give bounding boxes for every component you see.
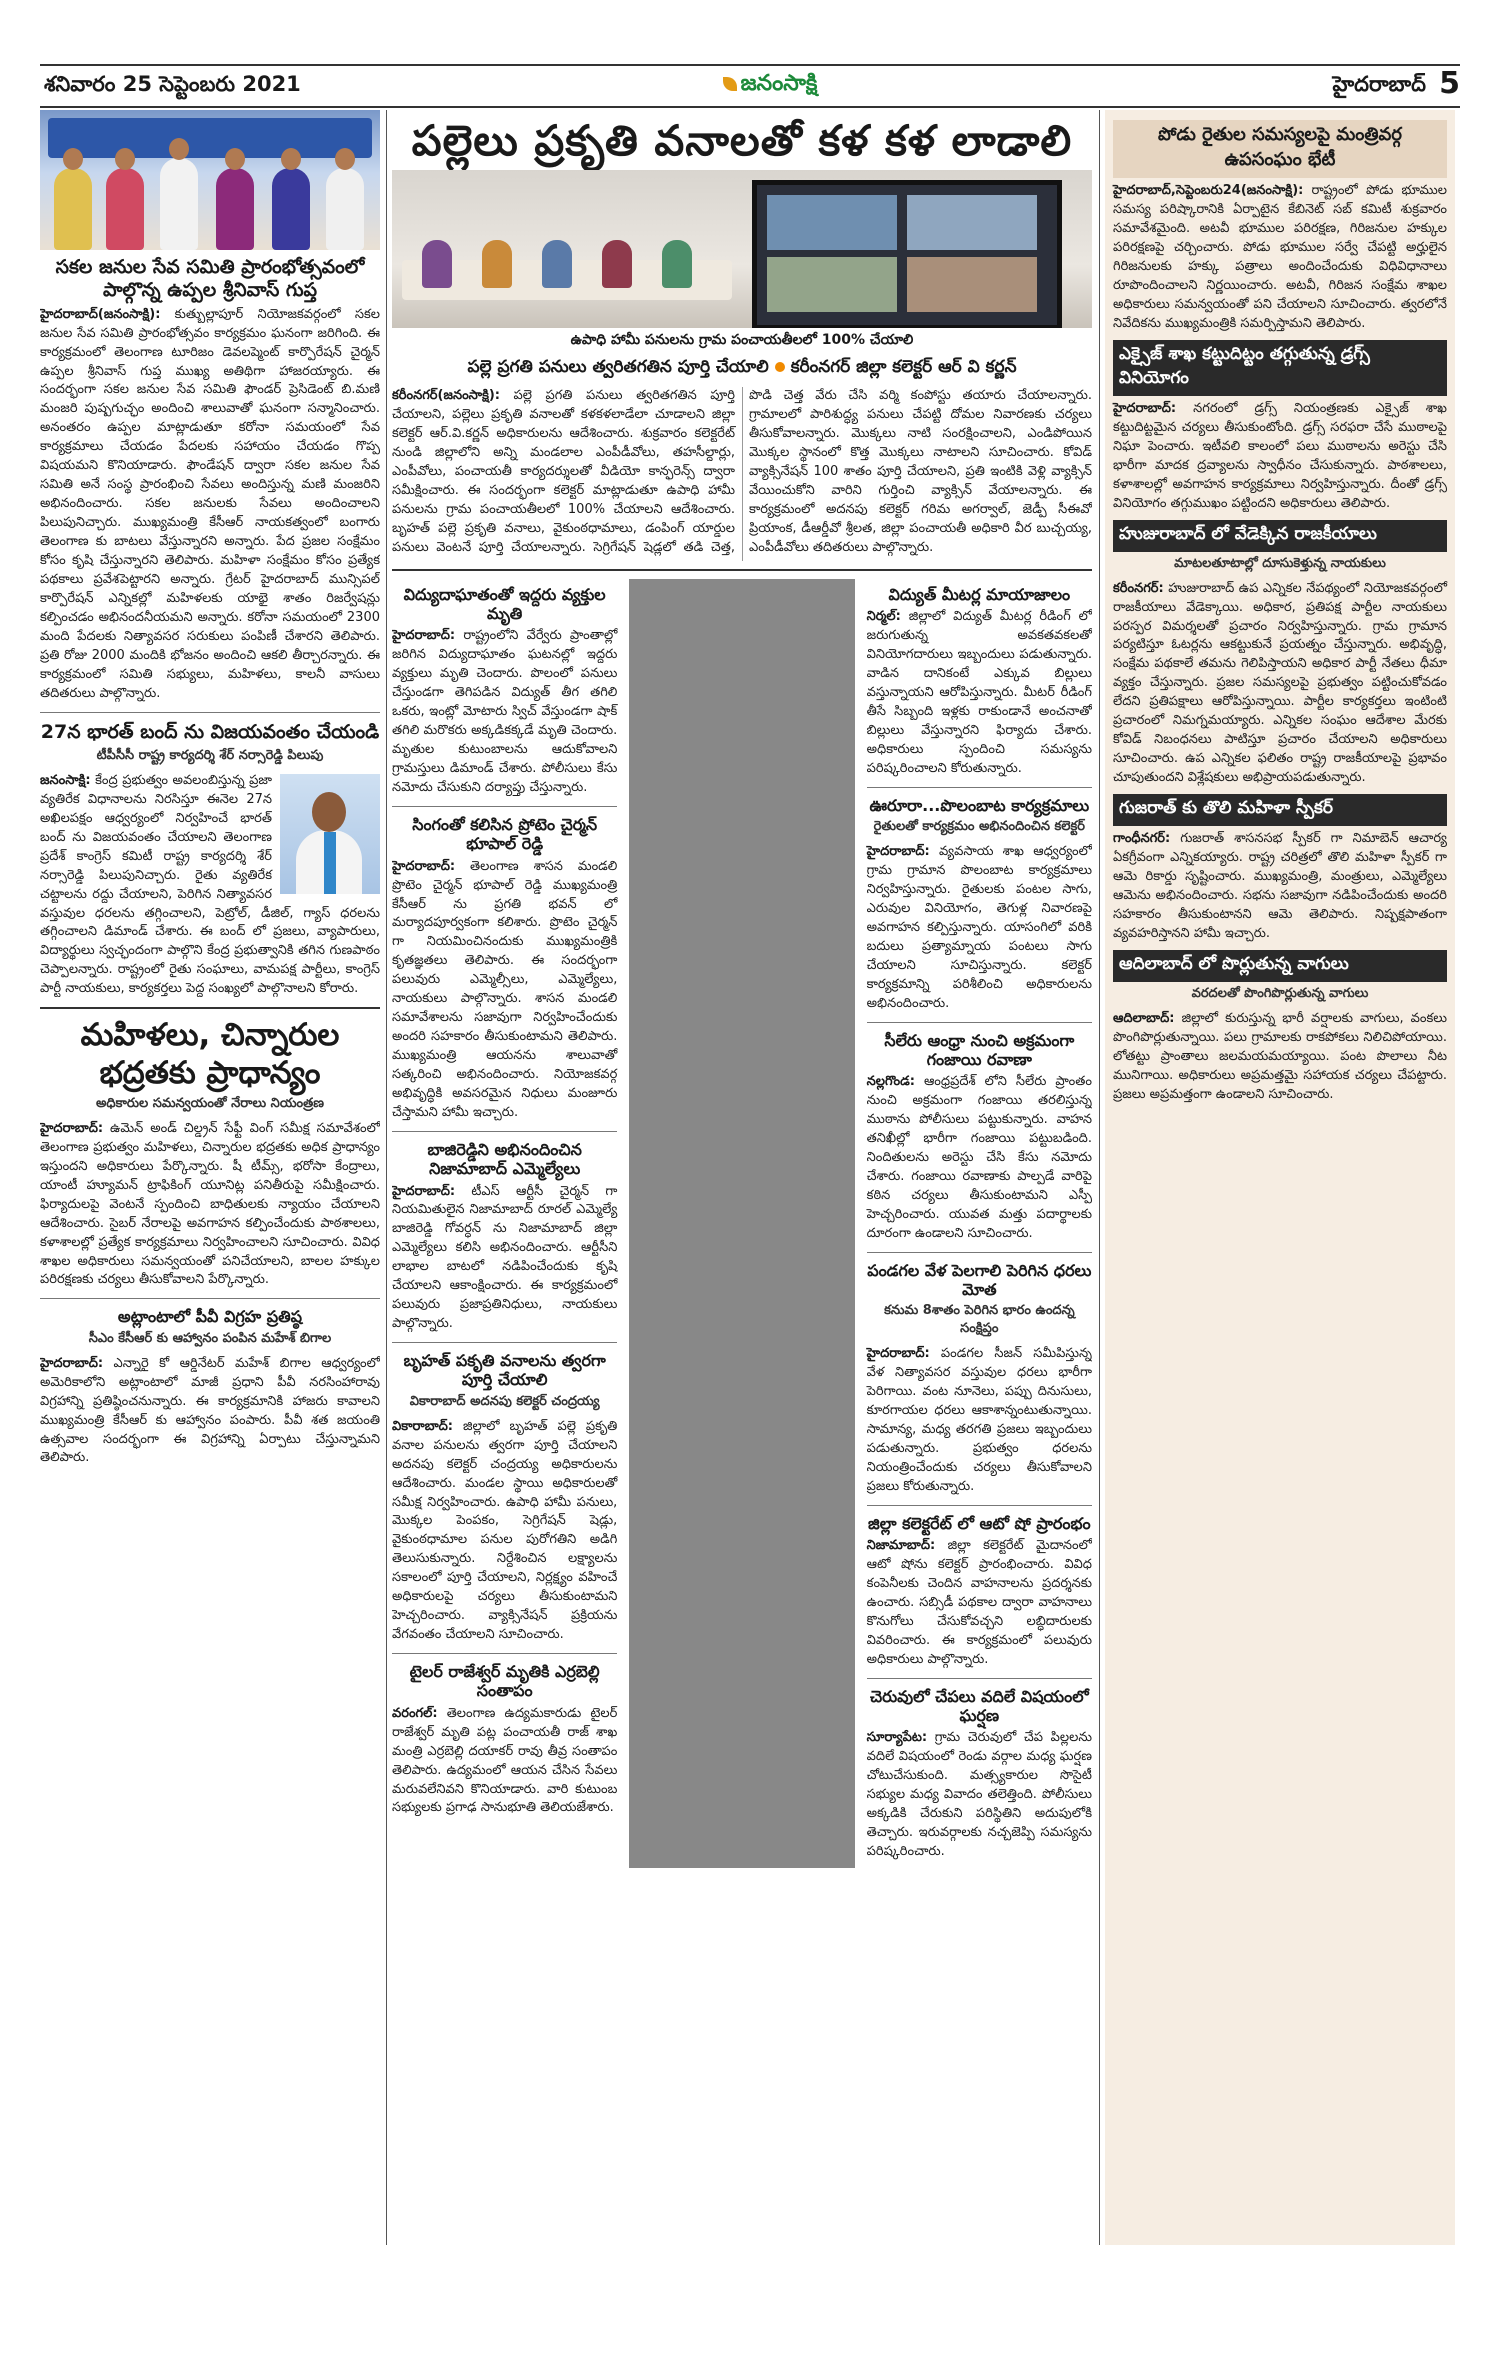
photo-caption: ఉపాధి హామీ పనులను గ్రామ పంచాయతీలలో 100% చేయాలి bbox=[570, 332, 914, 349]
story-text: జిల్లా కలెక్టరేట్ మైదానంలో ఆటో షోను కలెక్టర్ ప్రారంభించారు. వివిధ కంపెనీలకు చెందిన వాహనాలను ప్రదర్శనకు ఉంచారు. సబ్సిడీ పథకాల ద్వారా వాహనాలు కొనుగోలు చేసుకోవచ్చని లబ్ధిదారులకు వివరించారు. ఈ కార్యక్రమంలో పలువురు అధికారులు పాల్గొన్నారు. bbox=[866, 1538, 1092, 1668]
portrait-photo bbox=[280, 774, 380, 894]
person-figure bbox=[54, 168, 92, 250]
story-pv-statue bbox=[40, 1307, 380, 1468]
divider bbox=[392, 1342, 617, 1343]
masthead bbox=[40, 64, 1460, 108]
story-sakala-janula bbox=[40, 256, 380, 704]
divider bbox=[867, 787, 1092, 788]
story-dateline: ఆదిలాబాద్: bbox=[1113, 1011, 1175, 1027]
event-photo bbox=[40, 110, 380, 250]
story-headline: బృహత్ పకృతి వనాలను త్వరగా పూర్తి చేయాలి bbox=[403, 1351, 606, 1390]
story-huzurabad-politics bbox=[1113, 520, 1447, 789]
story-text: రాష్ట్రంలో పోడు భూముల సమస్య పరిష్కారానికి ఏర్పాటైన కేబినెట్ సబ్ కమిటీ శుక్రవారం సమావేశమైంది. అటవీ భూముల పరిరక్షణ, గిరిజనుల హక్కుల పరిరక్షణపై చర్చించారు. పోడు భూముల సర్వే చేపట్టి అర్హులైన గిరిజనులకు హక్కు పత్రాలు అందించేందుకు విధివిధానాలు రూపొందించాలని నిర్ణయించారు. అటవీ, గిరిజన సంక్షేమ శాఖల అధికారులు సమన్వయంతో పని చేయాలని సూచించారు. త్వరలోనే నివేదికను ముఖ్యమంత్రికి సమర్పిస్తామని తెలిపారు. bbox=[1113, 183, 1447, 331]
story-women-children-safety bbox=[40, 1017, 380, 1290]
right-column-inner bbox=[1105, 110, 1455, 1115]
story-dateline: సూర్యాపేట: bbox=[866, 1730, 928, 1746]
story-dateline: నల్లగొండ: bbox=[866, 1074, 915, 1090]
meeting-photo bbox=[392, 170, 1092, 328]
story-text: ఉమెన్ అండ్ చిల్డ్రన్ సేఫ్టీ వింగ్ సమీక్ష సమావేశంలో తెలంగాణ ప్రభుత్వం మహిళలు, చిన్నారుల భద్రతకు అధిక ప్రాధాన్యం ఇస్తుందని అధికారులు పేర్కొన్నారు. షీ టీమ్స్, భరోసా కేంద్రాలు, యాంటీ హ్యూమన్ ట్రాఫికింగ్ యూనిట్ల పనితీరుపై సమీక్షించారు. ఫిర్యాదులపై వెంటనే స్పందించి బాధితులకు న్యాయం చేయాలని ఆదేశించారు. సైబర్ నేరాలపై అవగాహన కల్పించేందుకు పాఠశాలలు, కళాశాలల్లో ప్రత్యేక కార్యక్రమాలు నిర్వహించాలని సూచించారు. వివిధ శాఖల అధికారులు సమన్వయంతో పనిచేయాలని, బాలల హక్కుల పరిరక్షణకు చర్యలు తీసుకోవాలని పేర్కొన్నారు. bbox=[40, 1120, 380, 1288]
person-head bbox=[225, 148, 245, 170]
story-text: తెలంగాణ ఉద్యమకారుడు టైలర్ రాజేశ్వర్ మృతి పట్ల పంచాయతీ రాజ్ శాఖ మంత్రి ఎర్రబెల్లి దయాకర్ రావు తీవ్ర సంతాపం తెలిపారు. ఉద్యమంలో ఆయన చేసిన సేవలు మరువలేనివని కొనియాడారు. వారి కుటుంబ సభ్యులకు ప్రగాఢ సానుభూతి తెలియజేశారు. bbox=[392, 1705, 618, 1816]
person-head bbox=[63, 148, 83, 170]
story-dateline: హైదరాబాద్(జనంసాక్షి): bbox=[40, 306, 161, 322]
story-body bbox=[867, 1073, 1092, 1244]
video-tile bbox=[907, 195, 1037, 250]
person-head bbox=[169, 138, 189, 160]
story-body bbox=[1113, 580, 1447, 789]
bullet-dot-icon bbox=[775, 362, 785, 372]
story-body bbox=[867, 1537, 1092, 1670]
story-subhead: వరదలతో పొంగిపొర్లుతున్న వాగులు bbox=[1191, 986, 1369, 1002]
lead-subhead-left: పల్లె ప్రగతి పనులు త్వరితగతిన పూర్తి చేయాలి bbox=[467, 357, 769, 378]
story-dateline: హైదరాబాద్: bbox=[392, 628, 456, 644]
story-headline: పోడు రైతుల సమస్యలపై మంత్రివర్గ ఉపసంఘం భేటీ bbox=[1113, 120, 1447, 178]
lead-headline: పల్లెలు ప్రకృతి వనాలతో కళ కళ లాడాలి bbox=[411, 116, 1073, 165]
divider bbox=[392, 569, 1092, 571]
logo-text: జనంసాక్షి bbox=[740, 71, 818, 96]
story-headline: పండగల వేళ పెలగాలి పెరిగిన ధరలు మోత bbox=[867, 1261, 1092, 1300]
story-text: టీఎస్ ఆర్టీసీ చైర్మన్ గా నియమితులైన నిజామాబాద్ రూరల్ ఎమ్మెల్యే బాజిరెడ్డి గోవర్ధన్ ను నిజామాబాద్ జిల్లా ఎమ్మెల్యేలు కలిసి అభినందించారు. ఆర్టీసీని లాభాల బాటలో నడిపించేందుకు కృషి చేయాలని ఆకాంక్షించారు. ఈ కార్యక్రమంలో పలువురు ప్రజాప్రతినిధులు, నాయకులు పాల్గొన్నారు. bbox=[392, 1183, 618, 1332]
middle-left-subcolumn bbox=[392, 579, 617, 1868]
story-headline: గుజరాత్ కు తొలి మహిళా స్పీకర్ bbox=[1113, 794, 1447, 826]
story-headline: విద్యుదాఘాతంతో ఇద్దరు వ్యక్తుల మృతి bbox=[403, 585, 606, 624]
story-text: కేంద్ర ప్రభుత్వం అవలంబిస్తున్న ప్రజా వ్యతిరేక విధానాలను నిరసిస్తూ ఈనెల 27న అఖిలపక్షం ఆధ్వర్యంలో నిర్వహించే భారత్ బంద్ ను విజయవంతం చేయాలని తెలంగాణ ప్రదేశ్ కాంగ్రెస్ కమిటీ రాష్ట్ర కార్యదర్శి శేర్ నర్సారెడ్డి పిలుపునిచ్చారు. రైతు వ్యతిరేక చట్టాలను రద్దు చేయాలని, పెరిగిన నిత్యావసర వస్తువుల ధరలను తగ్గించాలని, పెట్రోల్, డీజిల్, గ్యాస్ ధరలను తగ్గించాలని డిమాండ్ చేశారు. ఈ బంద్ లో ప్రజలు, వ్యాపారులు, విద్యార్థులు స్వచ్ఛందంగా పాల్గొని కేంద్ర ప్రభుత్వానికి తగిన గుణపాఠం చెప్పాలన్నారు. రాష్ట్రంలో రైతు సంఘాలు, వామపక్ష పార్టీలు, కాంగ్రెస్ పార్టీ నాయకులు, కార్యకర్తలు పెద్ద సంఖ్యలో పాల్గొనాలని కోరారు. bbox=[40, 772, 380, 997]
divider bbox=[867, 1022, 1092, 1023]
attendee-figure bbox=[482, 240, 512, 288]
right-column bbox=[1105, 110, 1455, 2245]
story-body bbox=[1113, 400, 1447, 514]
story-bajireddy bbox=[392, 1140, 617, 1334]
story-text: రాష్ట్రంలోని వేర్వేరు ప్రాంతాల్లో జరిగిన విద్యుదాఘాతం ఘటనల్లో ఇద్దరు వ్యక్తులు మృతి చెందారు. పొలంలో పనులు చేస్తుండగా తెగిపడిన విద్యుత్ తీగ తగిలి ఒకరు, ఇంట్లో మోటారు స్విచ్ వేస్తుండగా షాక్ తగిలి మరొకరు అక్కడికక్కడే మృతి చెందారు. మృతుల కుటుంబాలను ఆదుకోవాలని గ్రామస్తులు డిమాండ్ చేశారు. పోలీసులు కేసు నమోదు చేసుకుని దర్యాప్తు చేస్తున్నారు. bbox=[392, 628, 618, 796]
story-body bbox=[40, 1355, 380, 1469]
story-subhead: అధికారుల సమన్వయంతో నేరాలు నియంత్రణ bbox=[96, 1095, 324, 1111]
story-bharat-bandh bbox=[40, 721, 380, 999]
story-text: నగరంలో డ్రగ్స్ నియంత్రణకు ఎక్సైజ్ శాఖ కట్టుదిట్టమైన చర్యలు తీసుకుంటోంది. డ్రగ్స్ సరఫరా చేసే ముఠాలపై నిఘా పెంచారు. ఇటీవలి కాలంలో పలు ముఠాలను అరెస్టు చేసి భారీగా మాదక ద్రవ్యాలను స్వాధీనం చేసుకున్నారు. పాఠశాలలు, కళాశాలల్లో అవగాహన కార్యక్రమాలు నిర్వహిస్తున్నారు. దీంతో డ్రగ్స్ వినియోగం తగ్గుముఖం పట్టిందని అధికారులు తెలిపారు. bbox=[1113, 400, 1447, 511]
story-headline: అట్లాంటాలో పీవీ విగ్రహ ప్రతిష్ఠ bbox=[117, 1307, 303, 1327]
divider bbox=[40, 712, 380, 713]
divider bbox=[392, 806, 617, 807]
story-text: ఎన్నారై కో ఆర్డినేటర్ మహేశ్ బిగాల ఆధ్వర్యంలో అమెరికాలోని అట్లాంటాలో మాజీ ప్రధాని పీవీ నరసింహారావు విగ్రహాన్ని ప్రతిష్ఠించనున్నారు. ఈ కార్యక్రమానికి హాజరు కావాలని ముఖ్యమంత్రి కేసీఆర్ కు ఆహ్వానం పంపారు. పీవీ శత జయంతి ఉత్సవాల సందర్భంగా ఈ విగ్రహాన్ని ఏర్పాటు చేస్తున్నామని తెలిపారు. bbox=[40, 1355, 380, 1466]
story-dateline: హైదరాబాద్,సెప్టెంబరు24(జనంసాక్షి): bbox=[1113, 183, 1304, 198]
story-headline: చెరువులో చేపలు వదిలే విషయంలో ఘర్షణ bbox=[869, 1687, 1089, 1726]
story-body bbox=[392, 1418, 617, 1646]
issue-date: శనివారం 25 సెప్టెంబరు 2021 bbox=[44, 72, 301, 96]
story-headline: సీలేరు ఆంధ్రా నుంచి అక్రమంగా గంజాయి రవాణా bbox=[884, 1030, 1075, 1070]
story-body bbox=[392, 387, 1092, 561]
story-body bbox=[867, 843, 1092, 1014]
story-dateline: హైదరాబాద్: bbox=[392, 858, 456, 874]
story-subhead: మాటలతూటాల్లో దూసుకెళ్తున్న నాయకులు bbox=[1174, 555, 1386, 571]
story-dateline: హైదరాబాద్: bbox=[40, 1355, 104, 1371]
story-text: జిల్లాలో బృహత్ పల్లె ప్రకృతి వనాల పనులను త్వరగా పూర్తి చేయాలని అదనపు కలెక్టర్ చంద్రయ్య అధికారులను ఆదేశించారు. మండల స్థాయి అధికారులతో సమీక్ష నిర్వహించారు. ఉపాధి హామీ పనులు, మొక్కల పెంపకం, సెగ్రిగేషన్ షెడ్లు, వైకుంఠధామాల పనుల పురోగతిని అడిగి తెలుసుకున్నారు. నిర్దేశించిన లక్ష్యాలను సకాలంలో పూర్తి చేయాలని, నిర్లక్ష్యం వహించే అధికారులపై చర్యలు తీసుకుంటామని హెచ్చరించారు. వ్యాక్సినేషన్ ప్రక్రియను వేగవంతం చేయాలని సూచించారు. bbox=[392, 1418, 618, 1643]
story-gujarat-speaker bbox=[1113, 794, 1447, 944]
story-dateline: కరీంనగర్: bbox=[1113, 580, 1164, 596]
attendee-figure bbox=[602, 240, 632, 288]
story-tailor-rajeshwar bbox=[392, 1662, 617, 1818]
story-headline: మహిళలు, చిన్నారుల భద్రతకు ప్రాధాన్యం bbox=[80, 1017, 340, 1091]
story-dateline: హైదరాబాద్: bbox=[1113, 400, 1177, 416]
edition-city: హైదరాబాద్ bbox=[1332, 72, 1426, 96]
story-text: పండగల సీజన్ సమీపిస్తున్న వేళ నిత్యావసర వస్తువుల ధరలు భారీగా పెరిగాయి. వంట నూనెలు, పప్పు దినుసులు, కూరగాయల ధరలు ఆకాశాన్నంటుతున్నాయి. సామాన్య, మధ్య తరగతి ప్రజలు ఇబ్బందులు పడుతున్నారు. ప్రభుత్వం ధరలను నియంత్రించేందుకు చర్యలు తీసుకోవాలని ప్రజలు కోరుతున్నారు. bbox=[866, 1346, 1092, 1495]
story-dateline: నిర్మల్: bbox=[866, 609, 901, 625]
page-number: 5 bbox=[1439, 66, 1460, 101]
story-body bbox=[1113, 182, 1447, 334]
attendee-figure bbox=[422, 240, 452, 288]
lead-subhead-right: కరీంనగర్ జిల్లా కలెక్టర్ ఆర్ వి కర్ణన్ bbox=[790, 357, 1017, 378]
story-text: జిల్లాలో కురుస్తున్న భారీ వర్షాలకు వాగులు, వంకలు పొంగిపొర్లుతున్నాయి. పలు గ్రామాలకు రాకపోకలు నిలిచిపోయాయి. లోతట్టు ప్రాంతాలు జలమయమయ్యాయి. పంట పొలాలు నీట మునిగాయి. అధికారులు అప్రమత్తమై సహాయక చర్యలు చేపట్టారు. ప్రజలు అప్రమత్తంగా ఉండాలని సూచించారు. bbox=[1113, 1011, 1447, 1102]
story-body bbox=[867, 608, 1092, 779]
story-body bbox=[867, 1729, 1092, 1862]
story-dateline: నిజామాబాద్: bbox=[866, 1538, 936, 1554]
divider bbox=[392, 1131, 617, 1132]
story-dateline: వికారాబాద్: bbox=[392, 1418, 454, 1434]
leaf-icon bbox=[723, 77, 737, 91]
divider bbox=[40, 1298, 380, 1299]
column-divider bbox=[629, 579, 854, 1868]
story-fish-clash bbox=[867, 1687, 1092, 1862]
story-protem-chairman bbox=[392, 815, 617, 1123]
story-dateline: హైదరాబాద్: bbox=[866, 844, 930, 860]
story-subhead: సీఎం కేసీఆర్ కు ఆహ్వానం పంపిన మహేశ్ బిగాల bbox=[88, 1330, 332, 1346]
story-headline: హుజురాబాద్ లో వేడెక్కిన రాజకీయాలు bbox=[1113, 520, 1447, 552]
lead-subhead bbox=[392, 357, 1092, 381]
divider bbox=[867, 1252, 1092, 1253]
story-dateline: హైదరాబాద్: bbox=[866, 1346, 930, 1362]
lead-story-body bbox=[392, 387, 1092, 561]
story-text: తెలంగాణ శాసన మండలి ప్రొటెం చైర్మన్ భూపాల్ రెడ్డి ముఖ్యమంత్రి కేసీఆర్ ను ప్రగతి భవన్ లో మర్యాదపూర్వకంగా కలిశారు. ప్రొటెం చైర్మన్ గా నియమించినందుకు ముఖ్యమంత్రికి కృతజ్ఞతలు తెలిపారు. ఈ సందర్భంగా పలువురు ఎమ్మెల్సీలు, ఎమ్మెల్యేలు, నాయకులు పాల్గొన్నారు. శాసన మండలి సమావేశాలను సజావుగా నిర్వహించేందుకు అందరి సహకారం తీసుకుంటామని తెలిపారు. ముఖ్యమంత్రి ఆయనను శాలువాతో సత్కరించి అభినందించారు. నియోజకవర్గ అభివృద్ధికి అవసరమైన నిధులు మంజూరు చేస్తామని హామీ ఇచ్చారు. bbox=[392, 858, 618, 1121]
story-subhead: టీపీసీసీ రాష్ట్ర కార్యదర్శి శేర్ నర్సారెడ్డి పిలుపు bbox=[96, 747, 324, 763]
story-electricity-meters bbox=[867, 585, 1092, 779]
attendee-figure bbox=[542, 240, 572, 288]
story-headline: జిల్లా కలెక్టరేట్ లో ఆటో షో ప్రారంభం bbox=[868, 1514, 1091, 1534]
divider bbox=[392, 1653, 617, 1654]
story-headline: ఆదిలాబాద్ లో పొర్లుతున్న వాగులు bbox=[1113, 950, 1447, 982]
story-subhead: వికారాబాద్ అదనపు కలెక్టర్ చంద్రయ్య bbox=[409, 1393, 600, 1409]
story-adilabad-streams bbox=[1113, 950, 1447, 1105]
left-column bbox=[40, 110, 380, 2245]
story-podu-lands bbox=[1113, 120, 1447, 334]
person-head bbox=[335, 148, 355, 170]
divider bbox=[867, 1505, 1092, 1506]
middle-stories-grid bbox=[392, 579, 1092, 1868]
story-body bbox=[392, 858, 617, 1124]
stage-banner bbox=[48, 118, 372, 158]
portrait-scarf bbox=[324, 832, 336, 894]
video-conference-screen bbox=[752, 180, 1062, 328]
story-body bbox=[392, 1183, 617, 1335]
column-divider bbox=[386, 110, 387, 2245]
column-divider bbox=[1099, 110, 1100, 2245]
story-ganja-smuggling bbox=[867, 1031, 1092, 1244]
story-excise-drugs bbox=[1113, 340, 1447, 514]
person-head bbox=[115, 148, 135, 170]
story-text: హుజురాబాద్ ఉప ఎన్నికల నేపథ్యంలో నియోజకవర్గంలో రాజకీయాలు వేడెక్కాయి. అధికార, ప్రతిపక్ష పార్టీల నాయకులు పరస్పర విమర్శలతో ప్రచారం నిర్వహిస్తున్నారు. గ్రామ గ్రామాన పర్యటిస్తూ ఓటర్లను ఆకట్టుకునే ప్రయత్నం చేస్తున్నారు. అభివృద్ధి, సంక్షేమ పథకాలే తమను గెలిపిస్తాయని అధికార పార్టీ నేతలు ధీమా వ్యక్తం చేస్తున్నారు. ప్రజల సమస్యలపై ప్రభుత్వం పట్టించుకోవడం లేదని ప్రతిపక్షాలు ఆరోపిస్తున్నాయి. పార్టీల కార్యకర్తలు ఇంటింటి ప్రచారంలో నిమగ్నమయ్యారు. ఎన్నికల సంఘం ఆదేశాల మేరకు కోవిడ్ నిబంధనలు పాటిస్తూ ప్రచారం చేయాలని అధికారులు సూచించారు. ఉప ఎన్నికల ఫలితం రాష్ట్ర రాజకీయాలపై ప్రభావం చూపుతుందని విశ్లేషకులు అభిప్రాయపడుతున్నారు. bbox=[1113, 580, 1447, 786]
story-dateline: హైదరాబాద్: bbox=[392, 1183, 456, 1199]
story-dateline: గాంధీనగర్: bbox=[1113, 831, 1171, 847]
story-nature-parks bbox=[392, 1351, 617, 1645]
story-headline: టైలర్ రాజేశ్వర్ మృతికి ఎర్రబెల్లి సంతాపం bbox=[409, 1662, 600, 1701]
story-body bbox=[1113, 1010, 1447, 1105]
video-tile bbox=[767, 195, 897, 250]
story-subhead: కనుమ 8శాతం పెరిగిన భారం ఉందన్న సంక్షిప్తం bbox=[884, 1303, 1075, 1337]
story-body bbox=[392, 627, 617, 798]
story-headline: ఊరూరా...పొలంబాట కార్యక్రమాలు bbox=[869, 796, 1090, 816]
story-polambata bbox=[867, 796, 1092, 1014]
attendee-figure bbox=[662, 240, 692, 288]
video-tile bbox=[907, 257, 1037, 312]
person-figure bbox=[326, 168, 364, 250]
middle-right-subcolumn bbox=[867, 579, 1092, 1868]
middle-column bbox=[392, 110, 1092, 2245]
story-auto-show bbox=[867, 1514, 1092, 1670]
story-festival-prices bbox=[867, 1261, 1092, 1497]
story-body bbox=[392, 1705, 617, 1819]
story-body bbox=[40, 306, 380, 704]
story-text: పల్లె ప్రగతి పనులు త్వరితగతిన పూర్తి చేయాలని, పల్లెలు ప్రకృతి వనాలతో కళకళలాడేలా చూడాలని జిల్లా కలెక్టర్ ఆర్.వి.కర్ణన్ అధికారులను ఆదేశించారు. శుక్రవారం కలెక్టరేట్ నుండి జిల్లాలోని అన్ని మండలాల ఎంపీడీవోలు, తహసీల్దార్లు, ఎంపీవోలు, పంచాయతీ కార్యదర్శులతో వీడియో కాన్ఫరెన్స్ ద్వారా సమీక్షించారు. ఈ సందర్భంగా కలెక్టర్ మాట్లాడుతూ ఉపాధి హామీ పనులను గ్రామ పంచాయతీలలో 100% చేయాలని ఆదేశించారు. బృహత్ పల్లె ప్రకృతి వనాలు, వైకుంఠధామాలు, డంపింగ్ యార్డుల పనులు వెంటనే పూర్తి చేయాలన్నారు. సెగ్రిగేషన్ షెడ్లలో తడి చెత్త, పొడి చెత్త వేరు చేసి వర్మి కంపోస్టు తయారు చేయాలన్నారు. గ్రామాలలో పారిశుద్ధ్య పనులు చేపట్టి దోమల నివారణకు చర్యలు తీసుకోవాలన్నారు. మొక్కలు నాటి సంరక్షించాలని, ఎండిపోయిన మొక్కల స్థానంలో కొత్త మొక్కలు నాటాలని సూచించారు. కోవిడ్ వ్యాక్సినేషన్ 100 శాతం పూర్తి చేయాలని, ప్రతి ఇంటికి వెళ్లి వ్యాక్సిన్ వేయించుకోని వారిని గుర్తించి వ్యాక్సిన్ వేయాలన్నారు. ఈ కార్యక్రమంలో అదనపు కలెక్టర్ గరిమ అగర్వాల్, జెడ్పీ సీఈవో ప్రియాంక, డీఆర్డీవో శ్రీలత, జిల్లా పంచాయతీ అధికారి వీర బుచ్చయ్య, ఎంపీడీవోలు తదితరులు పాల్గొన్నారు. bbox=[392, 388, 1092, 556]
newspaper-logo bbox=[710, 69, 830, 99]
story-headline: విద్యుత్ మీటర్ల మాయాజాలం bbox=[888, 585, 1071, 605]
person-figure bbox=[160, 158, 198, 250]
story-headline: ఎక్సైజ్ శాఖ కట్టుదిట్టం తగ్గుతున్న డ్రగ్స్ వినియోగం bbox=[1113, 340, 1447, 396]
divider bbox=[40, 1007, 380, 1009]
story-text: ఆంధ్రప్రదేశ్ లోని సీలేరు ప్రాంతం నుంచి అక్రమంగా గంజాయి తరలిస్తున్న ముఠాను పోలీసులు పట్టుకున్నారు. వాహన తనిఖీల్లో భారీగా గంజాయి పట్టుబడింది. నిందితులను అరెస్టు చేసి కేసు నమోదు చేశారు. గంజాయి రవాణాకు పాల్పడే వారిపై కఠిన చర్యలు తీసుకుంటామని ఎస్పీ హెచ్చరించారు. యువత మత్తు పదార్థాలకు దూరంగా ఉండాలని సూచించారు. bbox=[866, 1074, 1092, 1242]
video-tile bbox=[767, 257, 897, 312]
person-figure bbox=[272, 168, 310, 250]
story-dateline: కరీంనగర్(జనంసాక్షి): bbox=[392, 388, 500, 404]
portrait-face bbox=[312, 792, 346, 832]
story-headline: 27న భారత్ బంద్ ను విజయవంతం చేయండి bbox=[40, 720, 380, 743]
story-body bbox=[867, 1345, 1092, 1497]
person-head bbox=[281, 148, 301, 170]
story-body bbox=[40, 1120, 380, 1291]
story-headline: సకల జనుల సేవ సమితి ప్రారంభోత్సవంలో పాల్గొన్న ఉప్పల శ్రీనివాస్ గుప్త bbox=[55, 256, 365, 301]
story-text: గ్రామ చెరువులో చేప పిల్లలను వదిలే విషయంలో రెండు వర్గాల మధ్య ఘర్షణ చోటుచేసుకుంది. మత్స్యకారుల సొసైటీ సభ్యుల మధ్య వివాదం తలెత్తింది. పోలీసులు అక్కడికి చేరుకుని పరిస్థితిని అదుపులోకి తెచ్చారు. ఇరువర్గాలకు నచ్చజెప్పి సమస్యను పరిష్కరించారు. bbox=[866, 1730, 1092, 1860]
story-headline: సింగంతో కలిసిన ప్రోటెం చైర్మన్ భూపాల్ రెడ్డి bbox=[412, 815, 598, 854]
story-text: వ్యవసాయ శాఖ ఆధ్వర్యంలో గ్రామ గ్రామాన పొలంబాట కార్యక్రమాలు నిర్వహిస్తున్నారు. రైతులకు పంటల సాగు, ఎరువుల వినియోగం, తెగుళ్ల నివారణపై అవగాహన కల్పిస్తున్నారు. యాసంగిలో వరికి బదులు ప్రత్యామ్నాయ పంటలు సాగు చేయాలని సూచిస్తున్నారు. కలెక్టర్ కార్యక్రమాన్ని పరిశీలించి అధికారులను అభినందించారు. bbox=[866, 844, 1092, 1011]
divider bbox=[867, 1678, 1092, 1679]
story-body bbox=[1113, 830, 1447, 944]
story-subhead: రైతులతో కార్యక్రమం అభినందించిన కలెక్టర్ bbox=[873, 819, 1085, 835]
story-dateline: జనంసాక్షి: bbox=[40, 772, 91, 788]
person-figure bbox=[216, 168, 254, 250]
story-dateline: హైదరాబాద్: bbox=[40, 1120, 104, 1136]
story-electrocution bbox=[392, 585, 617, 798]
person-figure bbox=[106, 168, 144, 250]
story-text: గుజరాత్ శాసనసభ స్పీకర్ గా నిమాబెన్ ఆచార్య ఏకగ్రీవంగా ఎన్నికయ్యారు. రాష్ట్ర చరిత్రలో తొలి మహిళా స్పీకర్ గా ఆమె రికార్డు సృష్టించారు. ముఖ్యమంత్రి, మంత్రులు, ఎమ్మెల్యేలు ఆమెను అభినందించారు. సభను సజావుగా నడిపించేందుకు అందరి సహకారం తీసుకుంటానని ఆమె తెలిపారు. నిష్పక్షపాతంగా వ్యవహరిస్తానని హామీ ఇచ్చారు. bbox=[1113, 831, 1447, 942]
story-text: జిల్లాలో విద్యుత్ మీటర్ల రీడింగ్ లో జరుగుతున్న అవకతవకలతో వినియోగదారులు ఇబ్బందులు పడుతున్నారు. వాడిన దానికంటే ఎక్కువ బిల్లులు వస్తున్నాయని ఆరోపిస్తున్నారు. మీటర్ రీడింగ్ తీసే సిబ్బంది ఇళ్లకు రాకుండానే అంచనాతో బిల్లులు వేస్తున్నారని ఫిర్యాదు చేశారు. అధికారులు స్పందించి సమస్యను పరిష్కరించాలని కోరుతున్నారు. bbox=[866, 609, 1092, 777]
story-headline: బాజిరెడ్డిని అభినందించిన నిజామాబాద్ ఎమ్మెల్యేలు bbox=[427, 1140, 582, 1179]
story-text: కుత్బుల్లాపూర్ నియోజకవర్గంలో సకల జనుల సేవ సమితి ప్రారంభోత్సవం కార్యక్రమం ఘనంగా జరిగింది. ఈ కార్యక్రమంలో తెలంగాణ టూరిజం డెవలప్మెంట్ కార్పొరేషన్ చైర్మన్ ఉప్పల శ్రీనివాస్ గుప్త ముఖ్య అతిథిగా హాజరయ్యారు. ఈ సందర్భంగా సకల జనుల సేవ సమితి ఫౌండర్ ప్రెసిడెంట్ బి.మణి మంజరి పుష్పగుచ్ఛం అందించి శాలువాతో ఘనంగా సన్మానించారు. అనంతరం ఉప్పల మాట్లాడుతూ కరోనా సమయంలో సేవ కార్యక్రమాలు చేయడం పేదలకు సహాయం చేయడం గొప్ప విషయమని కొనియాడారు. ఫౌండేషన్ ద్వారా సకల జనుల సేవ సమితి అనే సంస్థ ప్రారంభించి సేవలు అందిస్తున్న మణి మంజరిని అభినందించారు. సకల జనులకు సేవలు అందించాలని పిలుపునిచ్చారు. ముఖ్యమంత్రి కేసీఆర్ నాయకత్వంలో బంగారు తెలంగాణ కు బాటలు వేస్తున్నారని అన్నారు. పేద ప్రజల సంక్షేమం కోసం కృషి చేస్తున్నారని తెలిపారు. మహిళా సంక్షేమం కోసం ప్రత్యేక పథకాలు ప్రవేశపెట్టారని అన్నారు. గ్రేటర్ హైదరాబాద్ మున్సిపల్ కార్పొరేషన్ ఎన్నికల్లో మహిళలకు యాభై శాతం రిజర్వేషన్లు కల్పించడం అభినందనీయమని అన్నారు. కరోనా సమయంలో 2300 మంది పేదలకు నిత్యావసర సరుకులు పంపిణీ చేశారని తెలిపారు. ప్రతి రోజు 2000 మందికి భోజనం అందించి ఆకలి తీర్చారన్నారు. ఈ కార్యక్రమంలో సమితి సభ్యులు, మహిళలు, కాలనీ వాసులు తదితరులు పాల్గొన్నారు. bbox=[40, 306, 380, 701]
story-dateline: వరంగల్: bbox=[392, 1705, 438, 1721]
